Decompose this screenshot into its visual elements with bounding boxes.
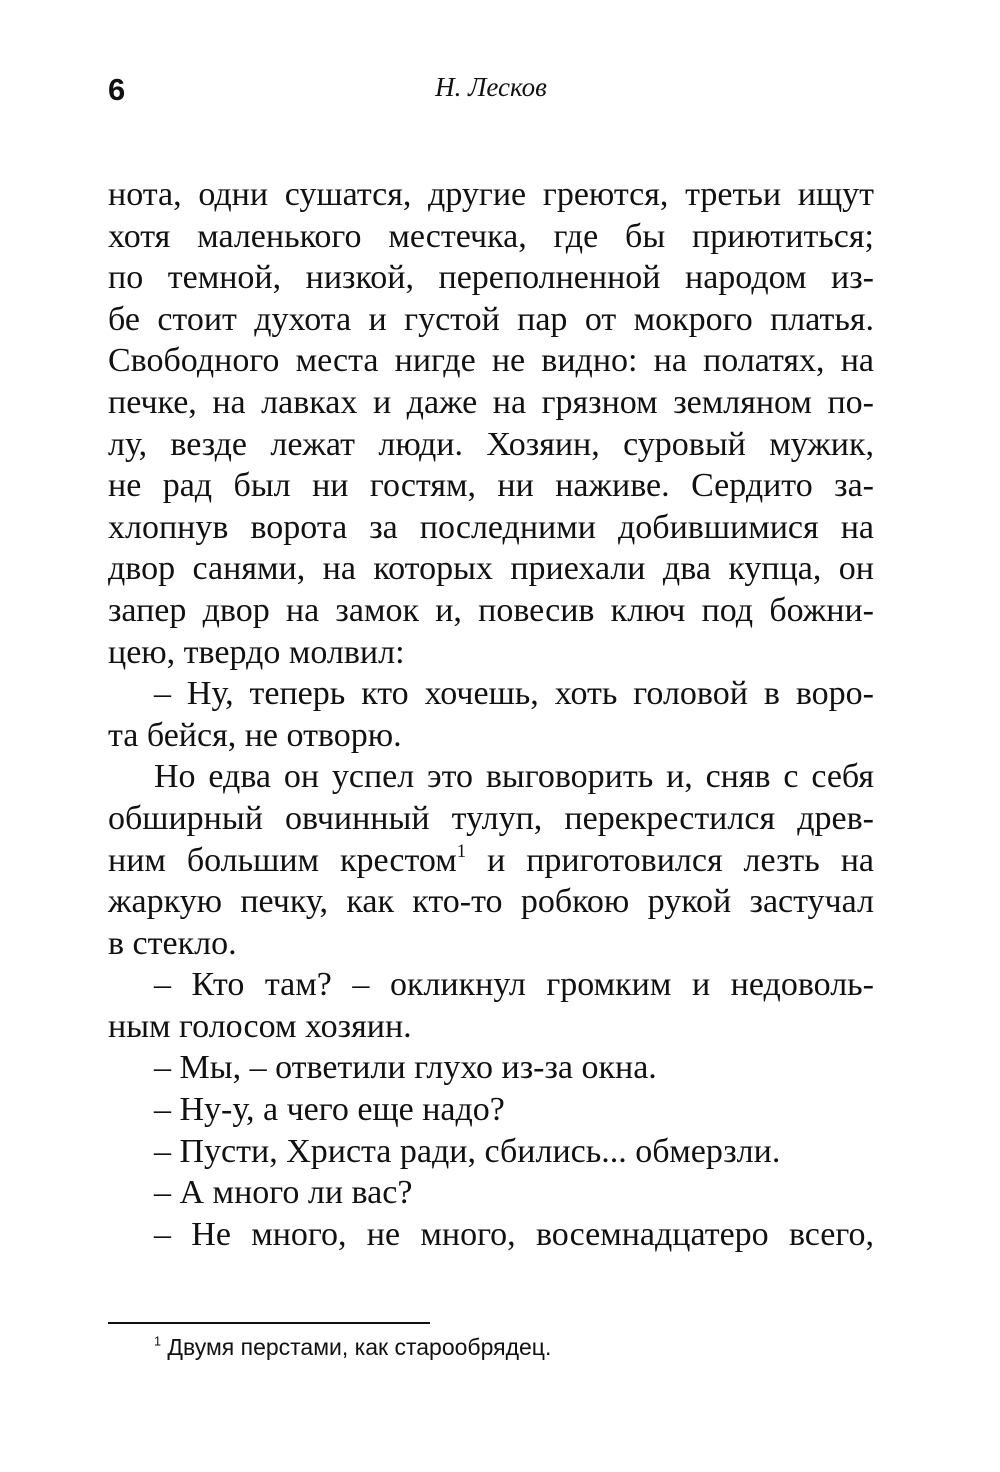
text-line: не рад был ни гостям, ни наживе. Сердито за- bbox=[108, 467, 874, 505]
text-line-dialogue: – Не много, не много, восемнадцатеро всего, bbox=[154, 1215, 874, 1253]
footnote-marker: 1 bbox=[154, 1334, 162, 1349]
text-segment: и приготовился лезть на bbox=[487, 841, 874, 879]
footnote-reference: 1 bbox=[456, 840, 467, 862]
text-line: по темной, низкой, переполненной народом из- bbox=[108, 259, 874, 297]
body-text bbox=[108, 174, 874, 1255]
text-line-dialogue: – Кто там? – окликнул громким и недоволь- bbox=[154, 966, 874, 1004]
text-line-dialogue: – Пусти, Христа ради, сбились... обмерзли. bbox=[154, 1132, 781, 1170]
text-line-paragraph-start: Но едва он успел это выговорить и, сняв с себя bbox=[154, 758, 874, 796]
text-line: двор санями, на которых приехали два купца, он bbox=[108, 550, 874, 588]
page-header bbox=[108, 68, 874, 108]
text-line: ным голосом хозяин. bbox=[108, 1007, 412, 1045]
footnote bbox=[154, 1334, 551, 1361]
text-line-dialogue: – Ну-у, а чего еще надо? bbox=[154, 1091, 505, 1129]
text-line: Свободного места нигде не видно: на полатях, на bbox=[108, 342, 874, 380]
text-line-dialogue: – Ну, теперь кто хочешь, хоть головой в воро- bbox=[154, 675, 874, 713]
text-line-with-footnote bbox=[108, 840, 874, 882]
text-line: хотя маленького местечка, где бы приютиться; bbox=[108, 217, 874, 255]
text-line: лу, везде лежат люди. Хозяин, суровый мужик, bbox=[108, 425, 874, 463]
text-line: та бейся, не отворю. bbox=[108, 716, 402, 754]
footnote-divider bbox=[108, 1322, 430, 1324]
page-number: 6 bbox=[108, 72, 126, 107]
text-line: цею, твердо молвил: bbox=[108, 633, 405, 671]
text-line: печке, на лавках и даже на грязном земляном по- bbox=[108, 383, 874, 421]
text-line-dialogue: – Мы, – ответили глухо из-за окна. bbox=[154, 1049, 657, 1087]
text-line: нота, одни сушатся, другие греются, третьи ищут bbox=[108, 176, 874, 213]
text-line-dialogue: – А много ли вас? bbox=[154, 1174, 413, 1212]
footnote-text: Двумя перстами, как старообрядец. bbox=[167, 1334, 552, 1360]
text-line: хлопнув ворота за последними добившимися на bbox=[108, 508, 874, 546]
text-line: обширный овчинный тулуп, перекрестился древ- bbox=[108, 799, 874, 837]
running-head-author: Н. Лесков bbox=[435, 72, 547, 102]
text-line: бе стоит духота и густой пар от мокрого платья. bbox=[108, 300, 874, 338]
text-line: запер двор на замок и, повесив ключ под божни- bbox=[108, 591, 874, 629]
text-line: жаркую печку, как кто-то робкою рукой застучал bbox=[108, 883, 874, 921]
text-segment: ним большим крестом bbox=[108, 841, 457, 879]
text-line: в стекло. bbox=[108, 924, 237, 962]
